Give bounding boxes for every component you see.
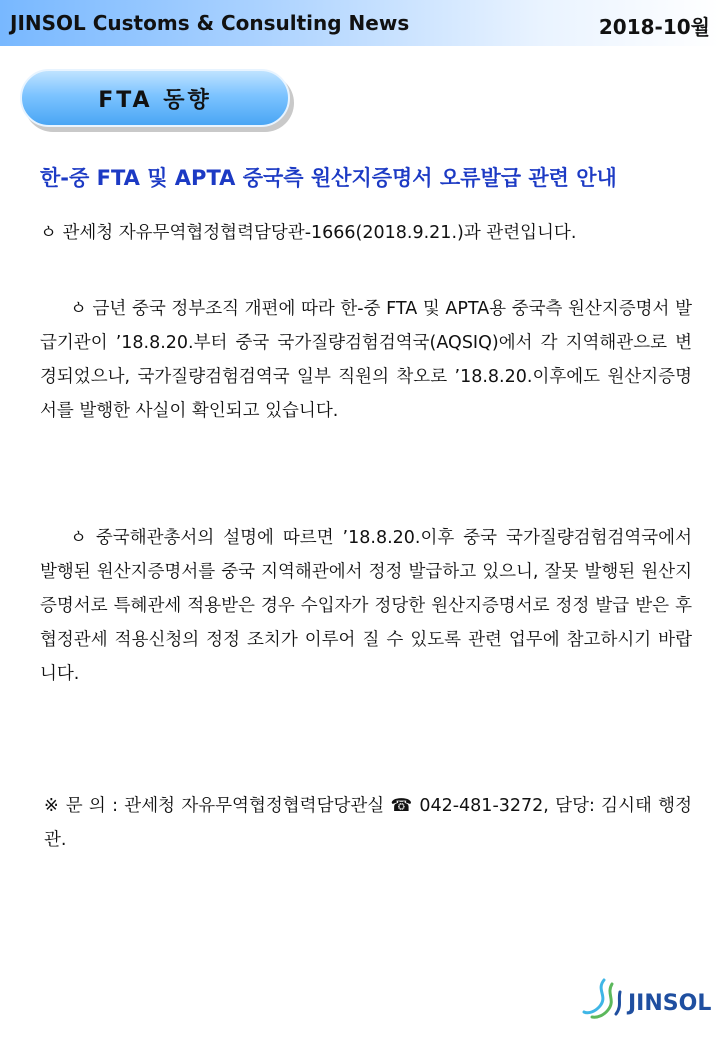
bullet-icon: ㆁ [70, 528, 87, 548]
issue-date: 2018-10월 [598, 15, 710, 39]
logo-text: JINSOL [628, 991, 712, 1016]
paragraph-1 [40, 292, 692, 428]
paragraph-2-text: 중국해관총서의 설명에 따르면 ’18.8.20.이후 중국 국가질량검험검역국에서 발행된 원산지증명서를 중국 지역해관에서 정정 발급하고 있으니, 잘못 발행된 원산지증명서로 특혜관세 적용받은 경우 수입자가 정당한 원산지증명서로 정정 발급 받은 후 협정관세 적용신청의 정정 조치가 이루어 질 수 있도록 관련 업무에 참고하시기 바랍니다. [40, 528, 692, 684]
section-badge-label: FTA 동향 [98, 87, 212, 113]
paragraph-1-text: 금년 중국 정부조직 개편에 따라 한-중 FTA 및 APTA용 중국측 원산지증명서 발급기관이 ’18.8.20.부터 중국 국가질량검험검역국(AQSIQ)에서 각 지역해관으로 변경되었으나, 국가질량검험검역국 일부 직원의 착오로 ’18.8.20.이후에도 원산지증명서를 발행한 사실이 확인되고 있습니다. [40, 299, 692, 421]
document-title: 한-중 FTA 및 APTA 중국측 원산지증명서 오류발급 관련 안내 [40, 166, 617, 190]
newsletter-title: JINSOL Customs & Consulting News [10, 11, 410, 35]
reference-line: ㆁ 관세청 자유무역협정협력담당관-1666(2018.9.21.)과 관련입니다. [40, 223, 577, 243]
header-bar [0, 0, 720, 46]
paragraph-2 [40, 521, 692, 691]
section-badge [20, 69, 290, 127]
bullet-icon: ㆁ [70, 299, 87, 319]
contact-info: ※ 문 의 : 관세청 자유무역협정협력담당관실 ☎ 042-481-3272, 담당: 김시태 행정관. [44, 796, 692, 850]
